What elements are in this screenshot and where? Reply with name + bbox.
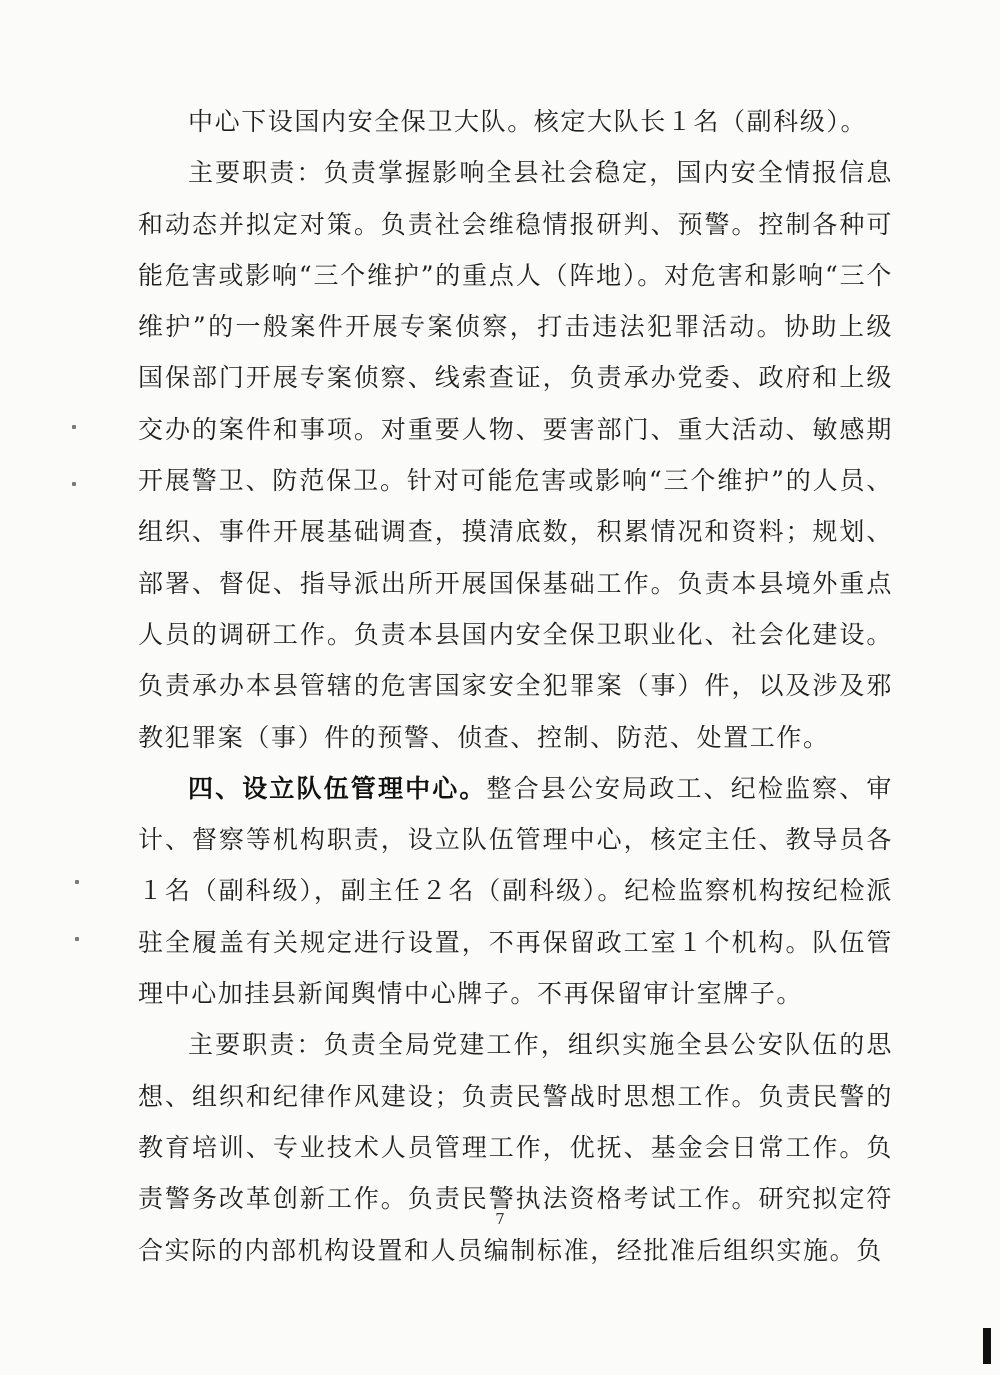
- binding-hole-mark: [72, 482, 76, 486]
- paragraph-4: [138, 1019, 893, 1275]
- binding-hole-mark: [75, 880, 79, 884]
- page-number: 7: [495, 1210, 505, 1228]
- paragraph-3: [138, 763, 893, 1019]
- paragraph-2-text: 主要职责：负责掌握影响全县社会稳定，国内安全情报信息和动态并拟定对策。负责社会维稳情报研判、预警。控制各种可能危害或影响“三个维护”的重点人（阵地）。对危害和影响“三个维护”的一般案件开展专案侦察，打击违法犯罪活动。协助上级国保部门开展专案侦察、线索查证，负责承办党委、政府和上级交办的案件和事项。对重要人物、要害部门、重大活动、敏感期开展警卫、防范保卫。针对可能危害或影响“三个维护”的人员、组织、事件开展基础调查，摸清底数，积累情况和资料；规划、部署、督促、指导派出所开展国保基础工作。负责本县境外重点人员的调研工作。负责本县国内安全保卫职业化、社会化建设。负责承办本县管辖的危害国家安全犯罪案（事）件，以及涉及邪教犯罪案（事）件的预警、侦查、控制、防范、处置工作。: [138, 158, 893, 752]
- paragraph-3-lead: 四、设立队伍管理中心。: [188, 773, 487, 803]
- paragraph-4-text: 主要职责：负责全局党建工作，组织实施全县公安队伍的思想、组织和纪律作风建设；负责民警战时思想工作。负责民警的教育培训、专业技术人员管理工作，优抚、基金会日常工作。负责警务改革创新工作。负责民警执法资格考试工作。研究拟定符合实际的内部机构设置和人员编制标准，经批准后组织实施。负: [138, 1030, 893, 1265]
- paragraph-1-text: 中心下设国内安全保卫大队。核定大队长１名（副科级）。: [188, 107, 868, 136]
- paragraph-3-text: 整合县公安局政工、纪检监察、审计、督察等机构职责，设立队伍管理中心，核定主任、教导员各１名（副科级），副主任２名（副科级）。纪检监察机构按纪检派驻全履盖有关规定进行设置，不再保留政工室１个机构。队伍管理中心加挂县新闻舆情中心牌子。不再保留审计室牌子。: [138, 773, 893, 1009]
- paragraph-2: [138, 147, 893, 763]
- document-body: [138, 96, 893, 1276]
- binding-hole-mark: [75, 937, 79, 941]
- binding-hole-mark: [72, 425, 76, 429]
- paragraph-1: [138, 96, 893, 147]
- scan-edge-mark: [983, 1328, 991, 1364]
